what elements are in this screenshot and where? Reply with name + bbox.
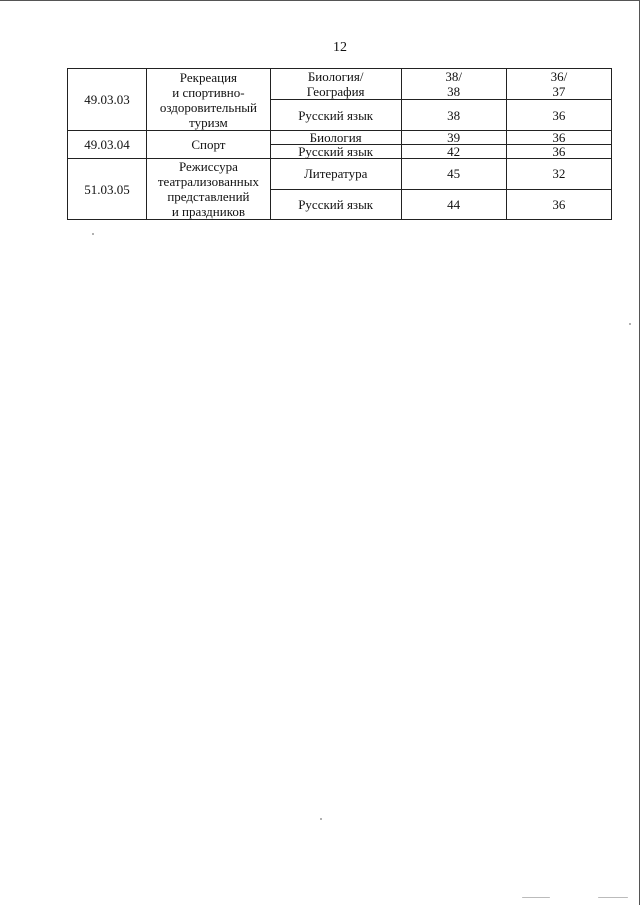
subject: Русский язык — [270, 145, 401, 159]
page-number: 12 — [333, 40, 347, 55]
score-b: 36 — [506, 145, 611, 159]
program-code: 51.03.05 — [68, 159, 147, 220]
subject: Русский язык — [270, 189, 401, 220]
program-name: Спорт — [147, 131, 271, 159]
score-b: 36/ 37 — [506, 69, 611, 100]
scan-speck — [522, 897, 550, 898]
subject: Русский язык — [270, 100, 401, 131]
score-a: 45 — [401, 159, 506, 190]
score-a: 39 — [401, 131, 506, 145]
subject: Биология — [270, 131, 401, 145]
program-name: Режиссура театрализованных представлений и праздников — [147, 159, 271, 220]
table-row — [68, 159, 612, 190]
program-code: 49.03.04 — [68, 131, 147, 159]
score-a: 44 — [401, 189, 506, 220]
scan-speck — [598, 897, 628, 898]
minimum-scores-table — [67, 68, 612, 220]
score-b: 36 — [506, 100, 611, 131]
score-b: 36 — [506, 131, 611, 145]
scan-speck — [629, 323, 631, 325]
table-row — [68, 131, 612, 145]
subject: Биология/ География — [270, 69, 401, 100]
scan-speck — [92, 233, 94, 235]
score-b: 32 — [506, 159, 611, 190]
page-edge-top — [0, 0, 640, 1]
program-code: 49.03.03 — [68, 69, 147, 131]
score-a: 38/ 38 — [401, 69, 506, 100]
program-name: Рекреация и спортивно- оздоровительный туризм — [147, 69, 271, 131]
table-row — [68, 69, 612, 100]
scan-speck — [320, 818, 322, 820]
score-b: 36 — [506, 189, 611, 220]
score-a: 38 — [401, 100, 506, 131]
subject: Литература — [270, 159, 401, 190]
score-a: 42 — [401, 145, 506, 159]
